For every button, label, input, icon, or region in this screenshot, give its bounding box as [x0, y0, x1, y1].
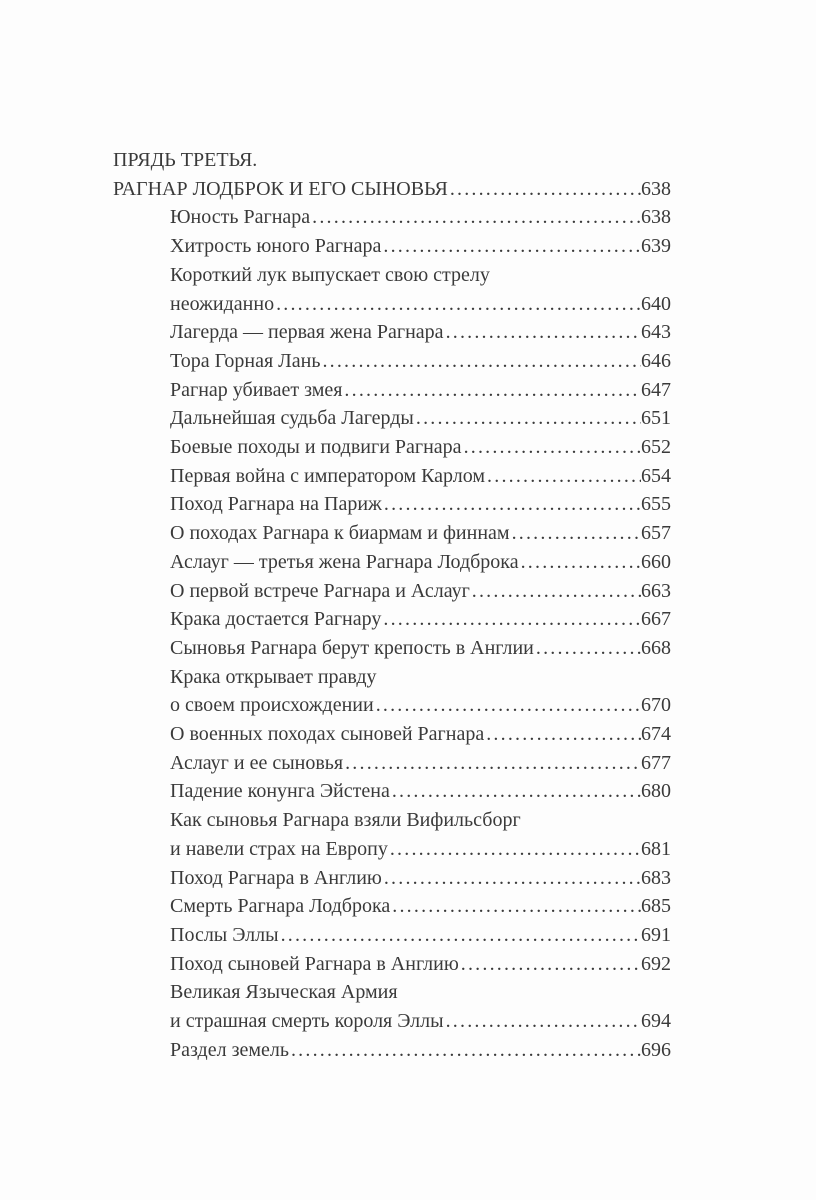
toc-entry-title: Сыновья Рагнара берут крепость в Англии — [170, 636, 534, 659]
section-title-line — [113, 175, 671, 204]
toc-entry-title: Падение конунга Эйстена — [170, 780, 390, 803]
toc-entry — [170, 634, 671, 663]
toc-entry-line — [170, 777, 671, 806]
toc-entry-page-number: 639 — [641, 235, 671, 258]
toc-entry-line — [170, 950, 671, 979]
dot-leader — [446, 318, 641, 347]
toc-entry-line — [170, 720, 671, 749]
dot-leader — [472, 577, 641, 606]
toc-entry-page-number: 685 — [641, 895, 671, 918]
toc-entry-page-number: 670 — [641, 694, 671, 717]
toc-entry-line — [170, 404, 671, 433]
toc-entry — [170, 892, 671, 921]
toc-entry-title: Смерть Рагнара Лодброка — [170, 895, 391, 918]
toc-entry — [170, 490, 671, 519]
toc-entry-page-number: 638 — [641, 206, 671, 229]
toc-entry-line — [170, 490, 671, 519]
toc-entry-line — [170, 376, 671, 405]
toc-entry — [170, 605, 671, 634]
toc-entry-line — [170, 519, 671, 548]
dot-leader — [384, 490, 641, 519]
dot-leader — [487, 462, 641, 491]
toc-entry-title: неожиданно — [170, 292, 275, 315]
toc-entry-title: Рагнар убивает змея — [170, 378, 343, 401]
toc-entry-page-number: 681 — [641, 837, 671, 860]
toc-entry-title: Первая война с императором Карлом — [170, 464, 486, 487]
dot-leader — [536, 634, 641, 663]
toc-entry-title: Короткий лук выпускает свою стрелу — [170, 263, 490, 286]
toc-entry-line — [170, 433, 671, 462]
toc-entry-line — [170, 978, 671, 1007]
dot-leader — [376, 691, 641, 720]
toc-entry — [170, 347, 671, 376]
section-page-number: 638 — [641, 177, 671, 200]
toc-entry — [170, 548, 671, 577]
toc-entry-page-number: 660 — [641, 550, 671, 573]
toc-entry-page-number: 643 — [641, 321, 671, 344]
toc-entry-line — [170, 232, 671, 261]
toc-entry-page-number: 651 — [641, 407, 671, 430]
dot-leader — [416, 404, 641, 433]
part-label-line — [113, 146, 671, 175]
toc-entry — [170, 519, 671, 548]
toc-entry-title: Лагерда — первая жена Рагнара — [170, 321, 444, 344]
toc-entry-line — [170, 318, 671, 347]
toc-entry-line — [170, 462, 671, 491]
dot-leader — [345, 749, 641, 778]
toc-entry-line — [170, 634, 671, 663]
toc-entry-line — [170, 577, 671, 606]
toc-entry — [170, 749, 671, 778]
toc-entry-title: Боевые походы и подвиги Рагнара — [170, 436, 462, 459]
toc-entry-title: и страшная смерть короля Эллы — [170, 1010, 444, 1033]
part-label: ПРЯДЬ ТРЕТЬЯ. — [113, 149, 258, 171]
section-title: РАГНАР ЛОДБРОК И ЕГО СЫНОВЬЯ — [113, 177, 448, 200]
toc-entry-page-number: 696 — [641, 1038, 671, 1061]
toc-entry — [170, 921, 671, 950]
dot-leader — [392, 777, 641, 806]
toc-entry-page-number: 663 — [641, 579, 671, 602]
toc-entry-page-number: 657 — [641, 522, 671, 545]
toc-entry-page-number: 667 — [641, 608, 671, 631]
toc-entry — [170, 318, 671, 347]
toc-entry-line — [170, 1036, 671, 1065]
toc-entry — [170, 1036, 671, 1065]
toc-entry-page-number: 674 — [641, 723, 671, 746]
toc-entry — [170, 663, 671, 720]
toc-entry-title: Аслауг и ее сыновья — [170, 751, 344, 774]
toc-entry — [170, 864, 671, 893]
dot-leader — [384, 864, 641, 893]
toc-entry — [170, 577, 671, 606]
dot-leader — [291, 1036, 641, 1065]
toc-entry-page-number: 680 — [641, 780, 671, 803]
toc-entry-line — [170, 663, 671, 692]
toc-entry-line — [170, 921, 671, 950]
toc-entry-title: О военных походах сыновей Рагнара — [170, 723, 485, 746]
toc-entry-page-number: 654 — [641, 464, 671, 487]
toc-entry-page-number: 647 — [641, 378, 671, 401]
toc-entry — [170, 232, 671, 261]
dot-leader — [281, 921, 641, 950]
toc-entry — [170, 433, 671, 462]
toc-entry-line — [170, 347, 671, 376]
toc-entry-line — [170, 290, 671, 319]
toc-entry-title: О первой встрече Рагнара и Аслауг — [170, 579, 470, 602]
toc-entry-page-number: 683 — [641, 866, 671, 889]
toc-entry-title: Хитрость юного Рагнара — [170, 235, 382, 258]
dot-leader — [322, 347, 641, 376]
toc-entry-page-number: 692 — [641, 952, 671, 975]
toc-entry-title: Раздел земель — [170, 1038, 289, 1061]
dot-leader — [450, 175, 641, 204]
toc-entry-title: Крака открывает правду — [170, 665, 377, 688]
toc-entry-title: Тора Горная Лань — [170, 349, 321, 372]
toc-entry-title: Послы Эллы — [170, 923, 279, 946]
dot-leader — [344, 376, 641, 405]
toc-entry-title: Поход Рагнара на Париж — [170, 493, 382, 516]
toc-entry-page-number: 646 — [641, 349, 671, 372]
toc-entry-page-number: 655 — [641, 493, 671, 516]
dot-leader — [383, 605, 641, 634]
toc-entry-page-number: 640 — [641, 292, 671, 315]
dot-leader — [446, 1007, 641, 1036]
toc-entry-title: О походах Рагнара к биармам и финнам — [170, 522, 510, 545]
toc-entry-page-number: 691 — [641, 923, 671, 946]
dot-leader — [461, 950, 641, 979]
toc-entry-line — [170, 691, 671, 720]
toc-entry-line — [170, 864, 671, 893]
toc-entry-page-number: 668 — [641, 636, 671, 659]
toc-entry-line — [170, 261, 671, 290]
toc-entry-title: Крака достается Рагнару — [170, 608, 382, 631]
dot-leader — [521, 548, 641, 577]
toc-entry — [170, 978, 671, 1035]
section-heading — [113, 146, 671, 203]
toc-entry-title: Аслауг — третья жена Рагнара Лодброка — [170, 550, 519, 573]
toc-entries — [113, 203, 671, 1064]
toc-entry-line — [170, 203, 671, 232]
toc-entry — [170, 950, 671, 979]
toc-entry — [170, 203, 671, 232]
toc-entry — [170, 720, 671, 749]
toc-entry-line — [170, 1007, 671, 1036]
toc-entry — [170, 777, 671, 806]
toc-entry-title: Дальнейшая судьба Лагерды — [170, 407, 414, 430]
toc-entry — [170, 404, 671, 433]
toc-entry-line — [170, 605, 671, 634]
toc-entry — [170, 806, 671, 863]
toc-entry-page-number: 677 — [641, 751, 671, 774]
table-of-contents — [113, 146, 671, 1065]
toc-entry-page-number: 652 — [641, 436, 671, 459]
toc-entry-line — [170, 835, 671, 864]
toc-entry-line — [170, 806, 671, 835]
dot-leader — [392, 892, 641, 921]
dot-leader — [486, 720, 641, 749]
toc-entry-page-number: 694 — [641, 1010, 671, 1033]
dot-leader — [383, 232, 641, 261]
toc-entry-title: и навели страх на Европу — [170, 837, 388, 860]
dot-leader — [276, 290, 641, 319]
toc-entry-title: Юность Рагнара — [170, 206, 311, 229]
toc-entry-line — [170, 749, 671, 778]
toc-entry — [170, 261, 671, 318]
dot-leader — [512, 519, 641, 548]
toc-entry-title: о своем происхождении — [170, 694, 374, 717]
toc-entry-line — [170, 892, 671, 921]
dot-leader — [390, 835, 641, 864]
toc-entry — [170, 462, 671, 491]
toc-entry — [170, 376, 671, 405]
toc-entry-title: Поход Рагнара в Англию — [170, 866, 382, 889]
toc-entry-line — [170, 548, 671, 577]
dot-leader — [312, 203, 641, 232]
toc-entry-title: Как сыновья Рагнара взяли Вифильсборг — [170, 809, 521, 832]
dot-leader — [464, 433, 641, 462]
toc-entry-title: Поход сыновей Рагнара в Англию — [170, 952, 459, 975]
toc-entry-title: Великая Языческая Армия — [170, 981, 398, 1004]
